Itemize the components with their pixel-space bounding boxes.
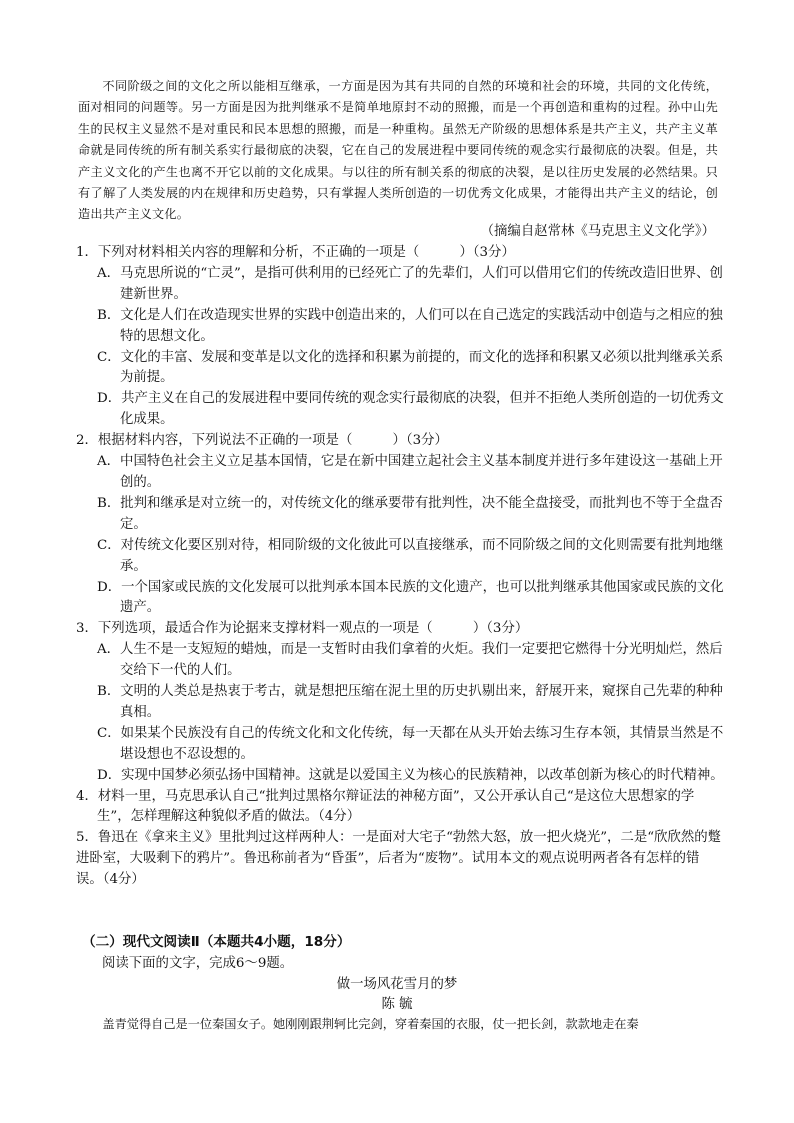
- option-b: B．文明的人类总是热衷于考古，就是想把压缩在泥土里的历史扒剔出来，舒展开来，窥探自己先辈的种种真相。: [97, 684, 723, 720]
- question-1: [76, 243, 726, 431]
- option-c: C．对传统文化要区别对待，相同阶级的文化彼此可以直接继承，而不同阶级之间的文化则需要有批判地继承。: [97, 537, 724, 574]
- question-stem: 5．鲁迅在《拿来主义》里批判过这样两种人：一是面对大宅子“勃然大怒，放一把火烧光”，二是“欣欣然的蹩进卧室，大吸剩下的鸦片”。鲁迅称前者为“昏蛋”，后者为“废物”。试用本文的观点说明两者各有怎样的错误。（4分）: [76, 830, 722, 888]
- option-c: C．如果某个民族没有自己的传统文化和文化传统，每一天都在从头开始去练习生存本领，其情景当然是不堪设想也不忍设想的。: [97, 725, 724, 762]
- option-c: C．文化的丰富、发展和变革是以文化的选择和积累为前提的，而文化的选择和积累又必须以批判继承关系为前提。: [97, 349, 724, 386]
- question-list: [76, 243, 726, 891]
- story-title: 做一场风花雪月的梦: [336, 977, 458, 992]
- question-stem: 2．根据材料内容，下列说法不正确的一项是（ ）（3分）: [76, 433, 448, 449]
- question-stem: 4．材料一里，马克思承认自己“批判过黑格尔辩证法的神秘方面”，又公开承认自己“是这位大思想家的学生”，怎样理解这种貌似矛盾的做法。（4分）: [76, 788, 695, 825]
- question-5: [76, 828, 726, 891]
- passage-paragraph: 不同阶级之间的文化之所以能相互继承，一方面是因为其有共同的自然的环境和社会的环境，共同的文化传统，面对相同的问题等。另一方面是因为批判继承不是简单地原封不动的照搬，而是一个再创造和重构的过程。孙中山先生的民权主义显然不是对重民和民本思想的照搬，而是一种重构。虽然无产阶级的思想体系是共产主义，共产主义革命就是同传统的所有制关系实行最彻底的决裂，它在自己的发展进程中要同传统的观念实行最彻底的决裂。但是，共产主义文化的产生也离不开它以前的文化成果。与以往的所有制关系的彻底的决裂，是以往历史发展的必然结果。只有了解了人类发展的内在规律和历史趋势，只有掌握人类所创造的一切优秀文化成果，才能得出共产主义的结论，创造出共产主义文化。: [78, 79, 718, 222]
- question-stem: 1．下列对材料相关内容的理解和分析，不正确的一项是（ ）（3分）: [76, 245, 515, 260]
- question-stem: 3．下列选项，最适合作为论据来支撑材料一观点的一项是（ ）（3分）: [76, 621, 529, 637]
- question-4: [76, 787, 726, 829]
- option-d: D．一个国家或民族的文化发展可以批判承本国本民族的文化遗产，也可以批判继承其他国家或民族的文化遗产。: [97, 579, 724, 616]
- option-a: A．马克思所说的“亡灵”，是指可供利用的已经死亡了的先辈们，人们可以借用它们的传统改造旧世界、创建新世界。: [97, 265, 723, 302]
- option-a: A．中国特色社会主义立足基本国情，它是在新中国建立起社会主义基本制度并进行多年建设这一基础上开创的。: [97, 454, 723, 490]
- option-b: B．批判和继承是对立统一的，对传统文化的继承要带有批判性，决不能全盘接受，而批判也不等于全盘否定。: [97, 495, 723, 532]
- section-instruction: 阅读下面的文字，完成6～9题。: [102, 956, 294, 971]
- option-d: D．实现中国梦必须弘扬中国精神。这就是以爱国主义为核心的民族精神，以改革创新为核心的时代精神。: [97, 767, 724, 783]
- story-first-line: 盖青觉得自己是一位秦国女子。她刚刚跟荆轲比完剑，穿着秦国的衣服，仗一把长剑，款款地走在秦: [102, 1017, 639, 1031]
- option-a: A．人生不是一支短短的蜡烛，而是一支暂时由我们拿着的火炬。我们一定要把它燃得十分光明灿烂，然后交给下一代的人们。: [97, 642, 723, 679]
- question-3: [76, 619, 726, 786]
- option-d: D．共产主义在自己的发展进程中要同传统的观念实行最彻底的决裂，但并不拒绝人类所创造的一切优秀文化成果。: [97, 391, 724, 428]
- reading-passage: [78, 76, 718, 226]
- story-author: 陈 毓: [381, 997, 413, 1012]
- option-b: B．文化是人们在改造现实世界的实践中创造出来的，人们可以在自己选定的实践活动中创造与之相应的独特的思想文化。: [97, 307, 723, 344]
- section-heading: （二）现代文阅读Ⅱ（本题共4小题，18分）: [82, 934, 351, 950]
- passage-source: （摘编自赵常林《马克思主义文化学》）: [480, 224, 715, 239]
- question-2: [76, 431, 726, 619]
